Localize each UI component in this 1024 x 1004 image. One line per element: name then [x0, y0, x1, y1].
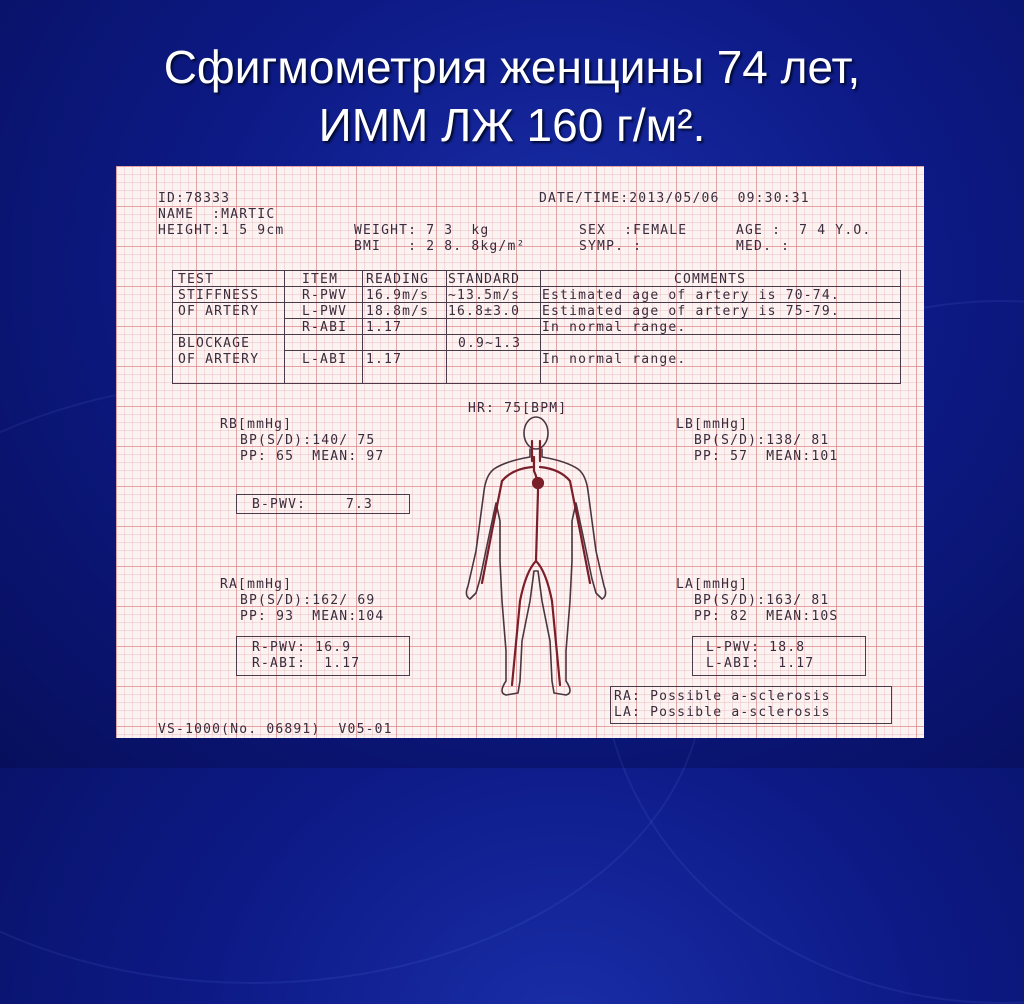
ra-bp: BP(S/D):162/ 69	[240, 593, 376, 608]
rb-label: RB[mmHg]	[220, 417, 293, 432]
table-cell-reading: 16.9m/s	[366, 288, 430, 303]
patient-height: HEIGHT:1 5 9cm	[158, 223, 285, 238]
rb-pp-mean: PP: 65 MEAN: 97	[240, 449, 385, 464]
la-bp: BP(S/D):163/ 81	[694, 593, 830, 608]
test-blockage: BLOCKAGE	[178, 336, 251, 351]
sphygmometry-report-scan	[116, 166, 924, 738]
r-abi: R-ABI: 1.17	[252, 656, 361, 671]
table-cell-comment: In normal range.	[542, 320, 687, 335]
patient-weight: WEIGHT: 7 3 kg	[354, 223, 490, 238]
table-cell-standard: ~13.5m/s	[448, 288, 521, 303]
table-divider	[172, 334, 900, 335]
table-divider	[540, 270, 541, 383]
table-cell-item: R-ABI	[302, 320, 348, 335]
table-divider	[284, 270, 285, 383]
patient-age: AGE : 7 4 Y.O.	[736, 223, 872, 238]
slide-title-line-2: ИММ ЛЖ 160 г/м².	[318, 99, 706, 151]
table-cell-item: L-PWV	[302, 304, 348, 319]
figure-head	[524, 417, 548, 449]
l-abi: L-ABI: 1.17	[706, 656, 815, 671]
patient-symptoms: SYMP. :	[579, 239, 643, 254]
patient-medication: MED. :	[736, 239, 791, 254]
col-header-reading: READING	[366, 272, 430, 287]
table-cell-standard: 0.9~1.3	[458, 336, 522, 351]
conclusion-ra: RA: Possible a-sclerosis	[614, 689, 831, 704]
r-pwv: R-PWV: 16.9	[252, 640, 352, 655]
la-pp-mean: PP: 82 MEAN:10S	[694, 609, 839, 624]
table-divider	[172, 286, 900, 287]
table-cell-reading: 1.17	[366, 352, 403, 367]
heart-icon	[533, 478, 543, 488]
artery-aorta	[534, 457, 538, 561]
table-divider	[446, 270, 447, 383]
table-cell-comment: Estimated age of artery is 75-79.	[542, 304, 840, 319]
col-header-standard: STANDARD	[448, 272, 521, 287]
test-stiffness: OF ARTERY	[178, 304, 260, 319]
ra-label: RA[mmHg]	[220, 577, 293, 592]
table-cell-standard: 16.8±3.0	[448, 304, 521, 319]
patient-id: ID:78333	[158, 191, 231, 206]
artery-left-arm	[540, 467, 590, 583]
ra-pp-mean: PP: 93 MEAN:104	[240, 609, 385, 624]
la-label: LA[mmHg]	[676, 577, 749, 592]
lb-pp-mean: PP: 57 MEAN:101	[694, 449, 839, 464]
table-cell-comment: In normal range.	[542, 352, 687, 367]
patient-name: NAME :MARTIC	[158, 207, 276, 222]
lb-label: LB[mmHg]	[676, 417, 749, 432]
slide-title-line-1: Сфигмометрия женщины 74 лет,	[163, 41, 861, 93]
slide-title	[0, 38, 1024, 154]
table-cell-item: L-ABI	[302, 352, 348, 367]
table-divider	[362, 270, 363, 383]
patient-bmi: BMI : 2 8. 8kg/m²	[354, 239, 526, 254]
table-divider	[284, 350, 900, 351]
test-stiffness: STIFFNESS	[178, 288, 260, 303]
heart-rate: HR: 75[BPM]	[468, 401, 568, 416]
col-header-comments: COMMENTS	[674, 272, 747, 287]
lb-bp: BP(S/D):138/ 81	[694, 433, 830, 448]
table-cell-comment: Estimated age of artery is 70-74.	[542, 288, 840, 303]
table-cell-reading: 1.17	[366, 320, 403, 335]
table-cell-reading: 18.8m/s	[366, 304, 430, 319]
col-header-test: TEST	[178, 272, 215, 287]
bpwv-label: B-PWV:	[252, 497, 307, 512]
col-header-item: ITEM	[302, 272, 339, 287]
device-footer: VS-1000(No. 06891) V05-01	[158, 722, 393, 737]
artery-right-arm	[482, 467, 532, 583]
conclusion-la: LA: Possible a-sclerosis	[614, 705, 831, 720]
test-blockage: OF ARTERY	[178, 352, 260, 367]
table-cell-item: R-PWV	[302, 288, 348, 303]
body-artery-diagram	[446, 411, 626, 701]
l-pwv: L-PWV: 18.8	[706, 640, 806, 655]
patient-sex: SEX :FEMALE	[579, 223, 688, 238]
report-datetime: DATE/TIME:2013/05/06 09:30:31	[539, 191, 810, 206]
rb-bp: BP(S/D):140/ 75	[240, 433, 376, 448]
bpwv-value: 7.3	[346, 497, 374, 512]
